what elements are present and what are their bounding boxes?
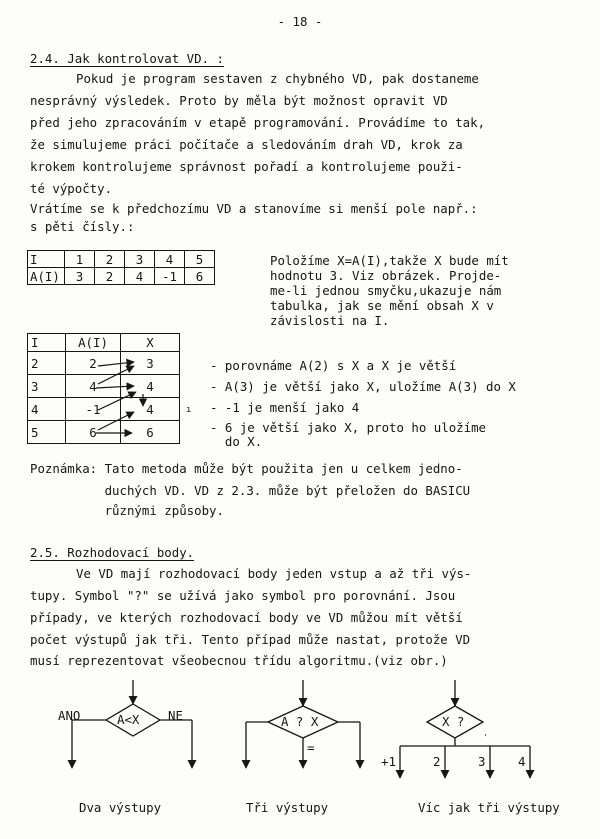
trace-header-cell: A(I) xyxy=(66,334,121,352)
caption-three-outputs: Tři výstupy xyxy=(246,800,329,815)
trace-note-line: - A(3) je větší jako X, uložíme A(3) do X xyxy=(210,379,516,394)
trace-cell: 4 xyxy=(66,375,121,398)
trace-table-row xyxy=(28,421,180,444)
array-cell: A(I) xyxy=(28,268,65,285)
paragraph-line: případy, ve kterých rozhodovací body ve VD můžou mít větší xyxy=(30,610,463,625)
array-cell: 2 xyxy=(95,268,125,285)
paragraph-line: počet výstupů jak tři. Tento případ může nastat, protože VD xyxy=(30,632,471,647)
array-cell: I xyxy=(28,251,65,268)
trace-table-header xyxy=(28,334,180,352)
paragraph-line: nesprávný výsledek. Proto by měla být možnost opravit VD xyxy=(30,93,448,108)
diagram-three-outputs xyxy=(246,680,360,768)
paragraph-line: tupy. Symbol "?" se užívá jako symbol pro porovnání. Jsou xyxy=(30,588,456,603)
paragraph-line: té výpočty. xyxy=(30,181,113,196)
trace-header-cell: X xyxy=(121,334,180,352)
paragraph-line: musí reprezentovat všeobecnou třídu algoritmu.(viz obr.) xyxy=(30,653,448,668)
note-line: me-li jednou smyčku,ukazuje nám xyxy=(270,283,502,298)
stray-mark: ı xyxy=(186,405,192,415)
paragraph-line: že simulujeme práci počítače a sledováním drah VD, krok za xyxy=(30,137,463,152)
paragraph-line: s pěti čísly.: xyxy=(30,219,135,234)
trace-table-row xyxy=(28,375,180,398)
trace-header-cell: I xyxy=(28,334,66,352)
trace-note-line: do X. xyxy=(210,434,263,449)
equal-label: = xyxy=(307,740,315,755)
no-label: NE xyxy=(168,708,183,723)
array-cell: 3 xyxy=(125,251,155,268)
array-cell: 1 xyxy=(65,251,95,268)
array-cell: -1 xyxy=(155,268,185,285)
array-cell: 4 xyxy=(155,251,185,268)
trace-cell: 3 xyxy=(28,375,66,398)
decision-condition: A<X xyxy=(117,712,140,727)
paragraph-line: před jeho zpracováním v etapě programování. Provádíme to tak, xyxy=(30,115,486,130)
trace-cell: 5 xyxy=(28,421,66,444)
paragraph-line: krokem kontrolujeme správnost pořadí a kontrolujeme použi- xyxy=(30,159,463,174)
trace-cell: -1 xyxy=(66,398,121,421)
array-cell: 2 xyxy=(95,251,125,268)
section-24-heading: 2.4. Jak kontrolovat VD. : xyxy=(30,51,224,66)
array-cell: 6 xyxy=(185,268,215,285)
remark-line: duchých VD. VD z 2.3. může být přeložen do BASICU xyxy=(30,483,471,498)
trace-note-line: - -1 je menší jako 4 xyxy=(210,400,360,415)
paragraph-line: Vrátíme se k předchozímu VD a stanovíme si menší pole např.: xyxy=(30,201,478,216)
trace-cell: 4 xyxy=(121,375,180,398)
branch-label: +1 xyxy=(381,754,396,769)
trace-table-row xyxy=(28,398,180,421)
trace-table xyxy=(27,333,180,444)
trace-cell: 4 xyxy=(121,398,180,421)
trace-cell: 4 xyxy=(28,398,66,421)
caption-multi-outputs: Víc jak tři výstupy xyxy=(418,800,560,815)
array-cell: 3 xyxy=(65,268,95,285)
decision-condition: X ? xyxy=(442,714,465,729)
trace-note-line: - porovnáme A(2) s X a X je větší xyxy=(210,358,457,373)
trace-note-line: - 6 je větší jako X, proto ho uložíme xyxy=(210,420,487,435)
branch-label: 3 xyxy=(478,754,486,769)
decision-diamond xyxy=(427,706,483,738)
trace-cell: 3 xyxy=(121,352,180,375)
trace-cell: 6 xyxy=(121,421,180,444)
stray-mark: ' xyxy=(483,733,488,742)
note-line: hodnotu 3. Viz obrázek. Projde- xyxy=(270,268,502,283)
section-25-heading: 2.5. Rozhodovací body. xyxy=(30,545,195,560)
array-cell: 5 xyxy=(185,251,215,268)
note-line: tabulka, jak se mění obsah X v xyxy=(270,298,494,313)
decision-diamond xyxy=(106,704,160,736)
note-line: závislosti na I. xyxy=(270,313,390,328)
paragraph-line: Pokud je program sestaven z chybného VD, pak dostaneme xyxy=(76,71,479,86)
remark-line: Poznámka: Tato metoda může být použita jen u celkem jedno- xyxy=(30,461,463,476)
page-number: - 18 - xyxy=(277,14,323,29)
trace-cell: 2 xyxy=(28,352,66,375)
diagram-two-outputs xyxy=(72,680,192,768)
caption-two-outputs: Dva výstupy xyxy=(79,800,162,815)
remark-line: různými způsoby. xyxy=(30,503,224,518)
note-line: Položíme X=A(I),takže X bude mít xyxy=(270,253,509,268)
trace-cell: 6 xyxy=(66,421,121,444)
array-cell: 4 xyxy=(125,268,155,285)
branch-label: 4 xyxy=(518,754,526,769)
trace-cell: 2 xyxy=(66,352,121,375)
decision-diamond xyxy=(268,706,338,738)
trace-table-row xyxy=(28,352,180,375)
array-table-row xyxy=(28,251,215,268)
array-table xyxy=(27,250,215,285)
decision-condition: A ? X xyxy=(281,714,319,729)
array-table-row xyxy=(28,268,215,285)
paragraph-line: Ve VD mají rozhodovací body jeden vstup a až tři výs- xyxy=(76,566,472,581)
yes-label: ANO xyxy=(58,708,81,723)
diagram-multi-outputs xyxy=(400,680,530,778)
branch-label: 2 xyxy=(433,754,441,769)
